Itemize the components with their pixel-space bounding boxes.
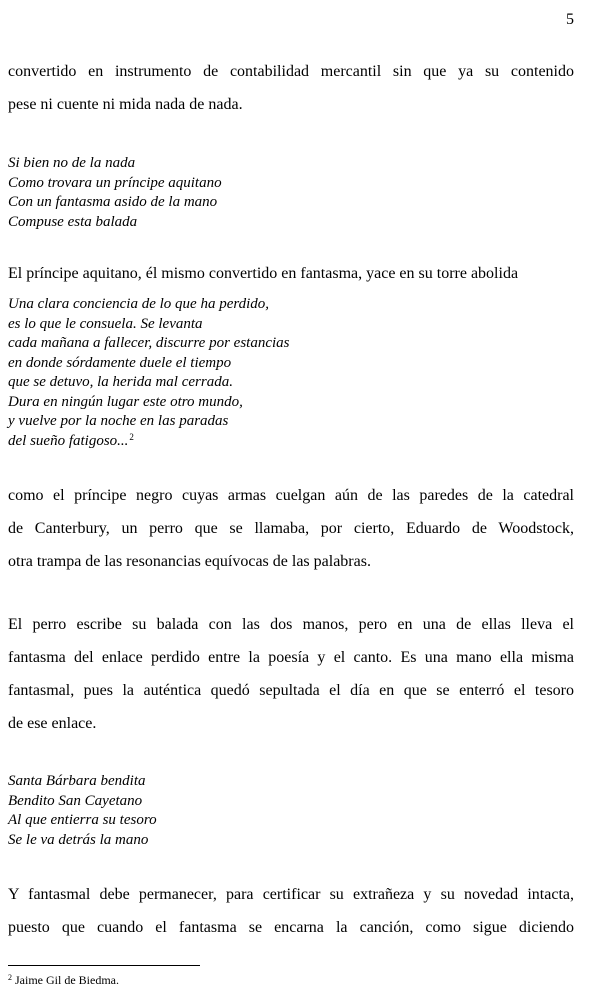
verse-1-line-2: Como trovara un príncipe aquitano (8, 174, 222, 191)
paragraph-3-line-3: otra trampa de las resonancias equívocas de las palabras. (8, 553, 371, 570)
footnote-marker: 2 (8, 973, 12, 982)
paragraph-4-line-3: fantasmal, pues la auténtica quedó sepultada el día en que se enterró el tesoro (8, 682, 574, 699)
verse-3-line-3: Al que entierra su tesoro (8, 812, 157, 828)
verse-2-line-3: cada mañana a fallecer, discurre por estancias (8, 335, 290, 351)
paragraph-5-line-1: Y fantasmal debe permanecer, para certificar su extrañeza y su novedad intacta, (8, 886, 574, 903)
footnote-divider (8, 965, 200, 966)
paragraph-3-line-1: como el príncipe negro cuyas armas cuelgan aún de las paredes de la catedral (8, 487, 574, 504)
footnote-reference: 2 (129, 431, 134, 442)
verse-2-line-5: que se detuvo, la herida mal cerrada. (8, 374, 233, 390)
paragraph-5-line-2: puesto que cuando el fantasma se encarna la canción, como sigue diciendo (8, 919, 574, 936)
paragraph-1-line-2: pese ni cuente ni mida nada de nada. (8, 96, 243, 113)
paragraph-3 (8, 479, 574, 578)
verse-1-line-4: Compuse esta balada (8, 213, 138, 230)
verse-1-line-3: Con un fantasma asido de la mano (8, 194, 218, 210)
verse-1-line-1: Si bien no de la nada (8, 155, 136, 171)
verse-2-line-1: Una clara conciencia de lo que ha perdido, (8, 296, 270, 312)
verse-3 (8, 772, 574, 850)
verse-2-line-8 (8, 432, 574, 452)
verse-3-line-2: Bendito San Cayetano (8, 792, 143, 809)
verse-3-line-4: Se le va detrás la mano (8, 831, 149, 848)
verse-1 (8, 154, 574, 232)
verse-3-line-1: Santa Bárbara bendita (8, 773, 146, 789)
footnote-text: Jaime Gil de Biedma. (15, 973, 119, 987)
paragraph-1 (8, 55, 574, 121)
paragraph-5 (8, 878, 574, 944)
verse-2-line-2: es lo que le consuela. Se levanta (8, 315, 203, 332)
paragraph-1-line-1: convertido en instrumento de contabilidad mercantil sin que ya su contenido (8, 63, 574, 80)
verse-2 (8, 295, 574, 451)
verse-2-line-8-text: del sueño fatigoso... (8, 432, 129, 449)
paragraph-2: El príncipe aquitano, él mismo convertido en fantasma, yace en su torre abolida (8, 265, 519, 282)
verse-2-line-4: en donde sórdamente duele el tiempo (8, 354, 232, 371)
verse-2-line-6: Dura en ningún lugar este otro mundo, (8, 393, 243, 410)
page-number: 5 (566, 11, 574, 28)
footnote (8, 973, 119, 988)
paragraph-3-line-2: de Canterbury, un perro que se llamaba, por cierto, Eduardo de Woodstock, (8, 520, 574, 537)
paragraph-4-line-1: El perro escribe su balada con las dos manos, pero en una de ellas lleva el (8, 616, 574, 633)
paragraph-4-line-4: de ese enlace. (8, 715, 97, 732)
paragraph-4 (8, 608, 574, 740)
paragraph-4-line-2: fantasma del enlace perdido entre la poesía y el canto. Es una mano ella misma (8, 649, 574, 666)
verse-2-line-7: y vuelve por la noche en las paradas (8, 413, 229, 429)
